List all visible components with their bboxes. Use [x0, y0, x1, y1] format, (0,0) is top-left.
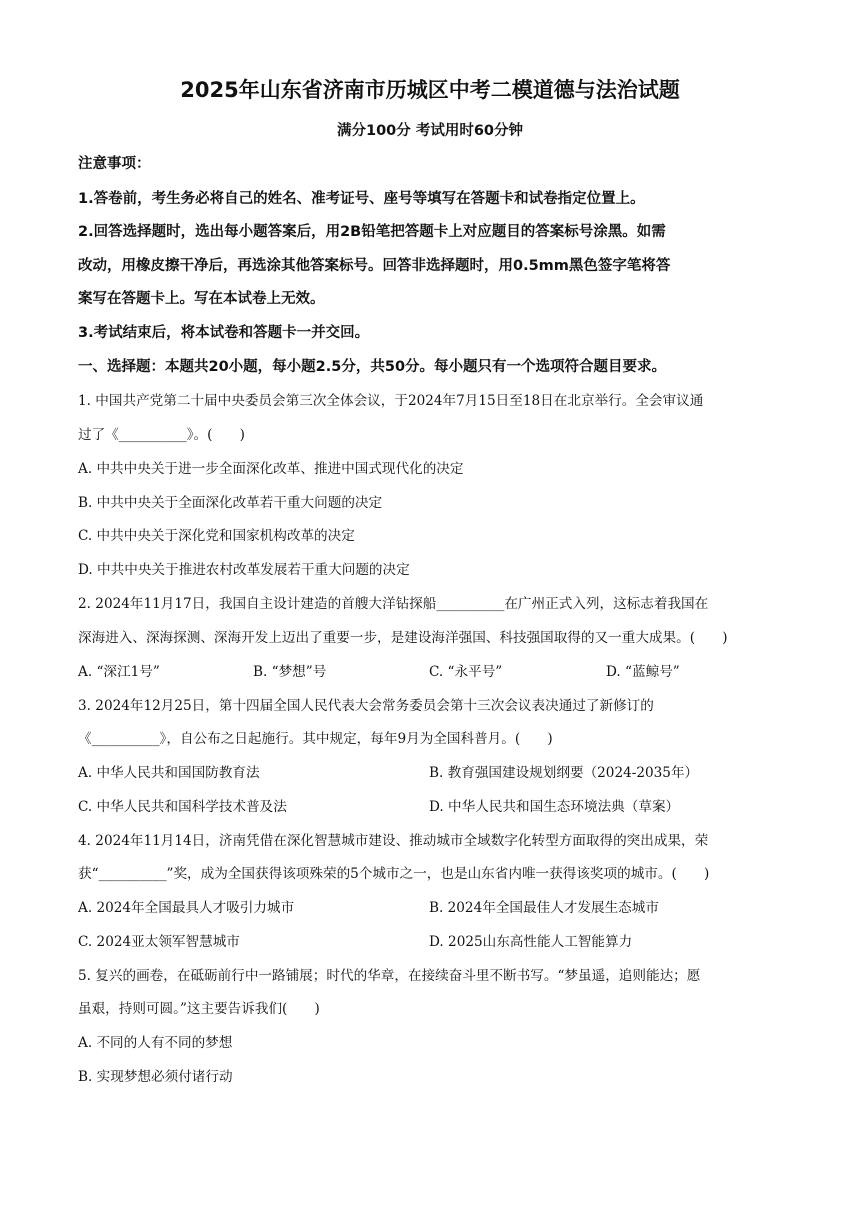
question-2-text: 深海进入、深海探测、深海开发上迈出了重要一步，是建设海洋强国、科技强国取得的又一重大成果。( ) [78, 630, 728, 646]
note-line: 2.回答选择题时，选出每小题答案后，用2B铅笔把答题卡上对应题目的答案标号涂黑。如需 [78, 224, 666, 240]
question-4-text: 4. 2024年11月14日，济南凭借在深化智慧城市建设、推动城市全域数字化转型方面取得的突出成果，荣 [78, 833, 709, 849]
notes-heading: 注意事项： [78, 156, 151, 172]
question-4-option-a: A. 2024年全国最具人才吸引力城市 [78, 900, 295, 916]
question-1-text: 1. 中国共产党第二十届中央委员会第三次全体会议，于2024年7月15日至18日在北京举行。全会审议通 [78, 393, 704, 409]
question-5-text: 虽艰，持则可圆。”这主要告诉我们( ) [78, 1001, 320, 1017]
exam-title: 2025年山东省济南市历城区中考二模道德与法治试题 [180, 78, 680, 102]
question-1-option-c: C. 中共中央关于深化党和国家机构改革的决定 [78, 528, 355, 544]
note-line: 1.答卷前，考生务必将自己的姓名、准考证号、座号等填写在答题卡和试卷指定位置上。 [78, 191, 645, 207]
note-line: 案写在答题卡上。写在本试卷上无效。 [78, 291, 325, 307]
question-1-text: 过了《__________》。( ) [78, 427, 245, 443]
question-5-text: 5. 复兴的画卷，在砥砺前行中一路铺展；时代的华章，在接续奋斗里不断书写。“梦虽遥，追则能达；愿 [78, 968, 701, 984]
question-4-option-d: D. 2025山东高性能人工智能算力 [429, 934, 633, 950]
exam-subtitle: 满分100分 考试用时60分钟 [337, 123, 523, 139]
question-2-text: 2. 2024年11月17日，我国自主设计建造的首艘大洋钻探船__________在广州正式入列，这标志着我国在 [78, 596, 709, 612]
question-2-option-c: C. “永平号” [429, 664, 503, 680]
question-4-option-b: B. 2024年全国最佳人才发展生态城市 [429, 900, 659, 916]
question-1-option-d: D. 中共中央关于推进农村改革发展若干重大问题的决定 [78, 562, 410, 578]
question-5-option-b: B. 实现梦想必须付诸行动 [78, 1069, 233, 1085]
question-2-option-d: D. “蓝鲸号” [606, 664, 680, 680]
question-1-option-a: A. 中共中央关于进一步全面深化改革、推进中国式现代化的决定 [78, 461, 464, 477]
question-3-option-c: C. 中华人民共和国科学技术普及法 [78, 799, 287, 815]
question-3-text: 3. 2024年12月25日，第十四届全国人民代表大会常务委员会第十三次会议表决通过了新修订的 [78, 698, 654, 714]
question-3-option-a: A. 中华人民共和国国防教育法 [78, 765, 260, 781]
note-line: 改动，用橡皮擦干净后，再选涂其他答案标号。回答非选择题时，用0.5mm黑色签字笔将答 [78, 258, 671, 274]
note-line: 3.考试结束后，将本试卷和答题卡一并交回。 [78, 325, 370, 341]
question-5-option-a: A. 不同的人有不同的梦想 [78, 1035, 233, 1051]
question-4-text: 获“__________”奖，成为全国获得该项殊荣的5个城市之一，也是山东省内唯一获得该奖项的城市。( ) [78, 866, 710, 882]
question-1-option-b: B. 中共中央关于全面深化改革若干重大问题的决定 [78, 495, 383, 511]
question-2-option-a: A. “深江1号” [78, 664, 160, 680]
section-heading: 一、选择题：本题共20小题，每小题2.5分，共50分。每小题只有一个选项符合题目要求。 [78, 359, 667, 375]
question-3-text: 《__________》，自公布之日起施行。其中规定，每年9月为全国科普月。( ) [78, 731, 553, 747]
question-4-option-c: C. 2024亚太领军智慧城市 [78, 934, 240, 950]
question-2-option-b: B. “梦想”号 [253, 664, 327, 680]
question-3-option-b: B. 教育强国建设规划纲要（2024-2035年） [429, 765, 699, 781]
question-3-option-d: D. 中华人民共和国生态环境法典（草案） [429, 799, 680, 815]
